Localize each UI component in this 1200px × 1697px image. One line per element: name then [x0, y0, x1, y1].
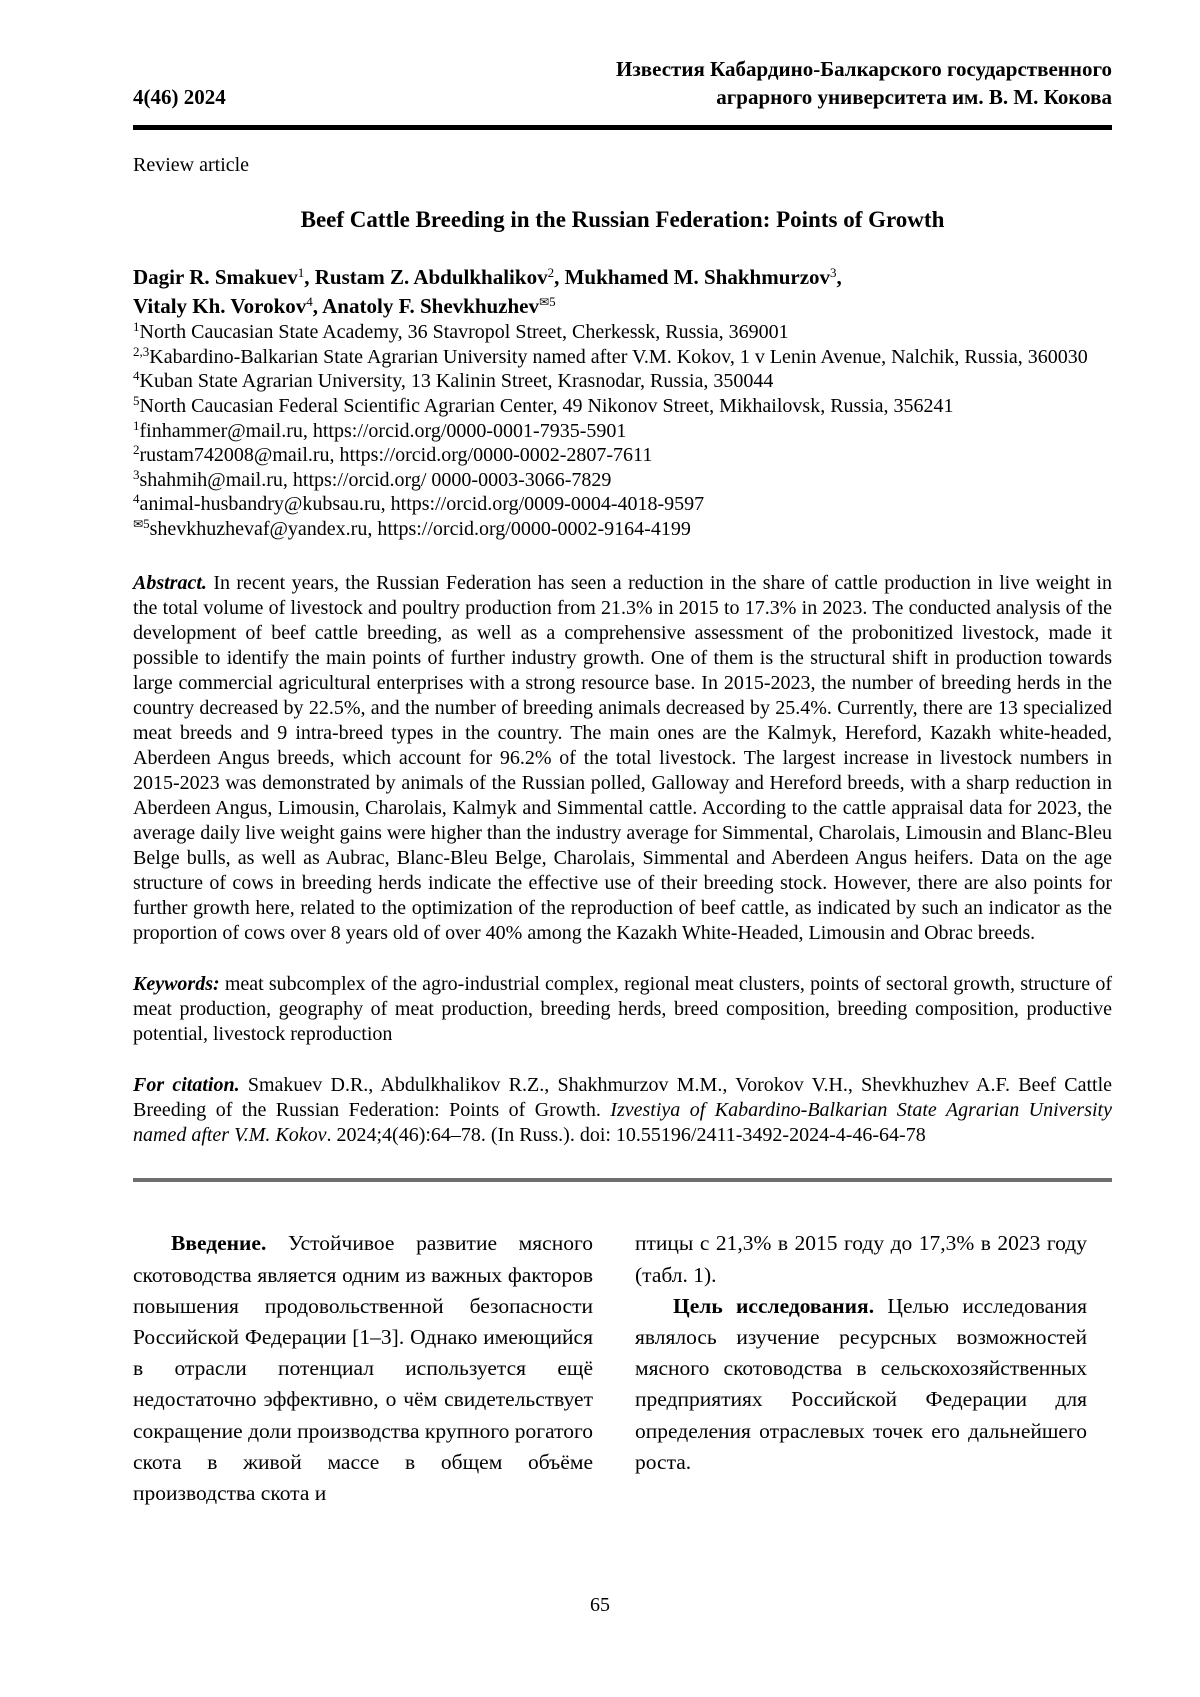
author-superscript: 5 — [549, 293, 556, 309]
contact-item — [133, 419, 1112, 444]
intro-left-column — [133, 1228, 593, 1509]
affiliation-item — [133, 369, 1112, 394]
page-title: Beef Cattle Breeding in the Russian Federation: Points of Growth — [300, 207, 945, 233]
contact-superscript-number: 3 — [133, 466, 140, 482]
section-divider-rule — [133, 1178, 1112, 1182]
authors-line-1 — [133, 263, 1112, 291]
journal-header — [133, 56, 1112, 111]
contact-list — [133, 419, 1112, 542]
envelope-icon: ✉ — [539, 294, 550, 309]
journal-name — [616, 56, 1112, 111]
author-superscript: 2 — [547, 265, 555, 281]
contact-item — [133, 468, 1112, 493]
issue-label: 4(46) 2024 — [133, 84, 226, 109]
contact-superscript — [133, 491, 140, 506]
contact-superscript — [133, 467, 140, 482]
journal-name-line1: Известия Кабардино-Балкарского государственного — [616, 57, 1112, 81]
contact-item — [133, 443, 1112, 468]
contact-item — [133, 492, 1112, 517]
contact-text: finhammer@mail.ru, https://orcid.org/0000-0001-7935-5901 — [139, 419, 627, 442]
keywords-label: Keywords: — [133, 973, 220, 996]
contact-superscript-number: 5 — [143, 515, 150, 531]
affiliation-item — [133, 394, 1112, 419]
author-name: Rustam Z. Abdulkhalikov — [314, 265, 548, 290]
author-separator: , — [836, 265, 842, 290]
introduction-text: Устойчивое развитие мясного скотоводства является одним из важных факторов повышения продовольственной безопасности Российской Федерации [1–3]. Однако имеющийся в отрасли потенциал используется ещё недостаточно эффективно, о чём свидетельствует сокращение доли производства крупного рогатого скота в живой массе в общем объёме производства скота и — [133, 1231, 593, 1505]
introduction-heading: Введение. — [171, 1231, 267, 1256]
two-column-section — [133, 1228, 1112, 1509]
envelope-icon: ✉ — [133, 516, 144, 531]
affiliation-superscript: 4 — [133, 368, 140, 384]
abstract-paragraph — [133, 571, 1112, 946]
page-number: 65 — [590, 1594, 610, 1616]
introduction-paragraph — [133, 1228, 593, 1509]
contact-superscript — [133, 442, 140, 457]
author-name: Mukhamed M. Shakhmurzov — [564, 265, 831, 290]
keywords-text: meat subcomplex of the agro-industrial complex, regional meat clusters, points of sectoral growth, structure of meat production, geography of meat production, breeding herds, breed composition, breeding composition, productive potential, livestock reproduction — [133, 973, 1112, 1046]
contact-item — [133, 517, 1112, 542]
affiliation-superscript: 2,3 — [133, 343, 150, 359]
affiliation-item — [133, 320, 1112, 345]
contact-text: rustam742008@mail.ru, https://orcid.org/0000-0002-2807-7611 — [139, 444, 653, 467]
contact-superscript-number: 2 — [133, 442, 140, 458]
header-divider-rule — [133, 125, 1112, 130]
affiliation-item — [133, 345, 1112, 370]
contact-superscript-number: 4 — [133, 491, 140, 507]
citation-text: Smakuev D.R., Abdulkhalikov R.Z., Shakhmurzov M.M., Vorokov V.H., Shevkhuzhev A.F. Beef Cattle Breeding of the Russian Federation: Points of Growth. — [133, 1074, 1112, 1122]
abstract-text: In recent years, the Russian Federation has seen a reduction in the share of cattle production in live weight in the total volume of livestock and poultry production from 21.3% in 2015 to 17.3% in 2023. The conducted analysis of the development of beef cattle breeding, as well as a comprehensive assessment of the probonitized livestock, made it possible to identify the main points of further industry growth. One of them is the structural shift in production towards large commercial agricultural enterprises with a strong resource base. In 2015-2023, the number of breeding herds in the country decreased by 22.5%, and the number of breeding animals decreased by 25.4%. Currently, there are 13 specialized meat breeds and 9 intra-breed types in the country. The main ones are the Kalmyk, Hereford, Kazakh white-headed, Aberdeen Angus breeds, which account for 96.2% of the total livestock. The largest increase in livestock numbers in 2015-2023 was demonstrated by animals of the Russian polled, Galloway and Hereford breeds, with a sharp reduction in Aberdeen Angus, Limousin, Charolais, Kalmyk and Simmental cattle. According to the cattle appraisal data for 2023, the average daily live weight gains were higher than the industry average for Simmental, Charolais, Limousin and Blanc-Bleu Belge bulls, as well as Aubrac, Blanc-Bleu Belge, Charolais, Simmental and Aberdeen Angus heifers. Data on the age structure of cows in breeding herds indicate the effective use of their breeding stock. However, there are also points for further growth here, related to the optimization of the reproduction of beef cattle, as indicated by such an indicator as the proportion of cows over 8 years old of over 40% among the Kazakh White-Headed, Limousin and Obrac breeds. — [133, 572, 1113, 945]
author-superscript: 4 — [306, 293, 313, 309]
affiliation-list — [133, 320, 1112, 418]
research-goal-paragraph — [635, 1291, 1087, 1478]
citation-label: For citation. — [133, 1074, 240, 1097]
contact-superscript — [133, 418, 140, 433]
author-name: Anatoly F. Shevkhuzhev — [322, 293, 540, 318]
abstract-label: Abstract. — [133, 572, 207, 595]
research-goal-heading: Цель исследования. — [673, 1293, 875, 1318]
contact-text: shahmih@mail.ru, https://orcid.org/ 0000-0003-3066-7829 — [139, 468, 612, 491]
author-name: Vitaly Kh. Vorokov — [133, 293, 307, 318]
citation-paragraph — [133, 1073, 1112, 1148]
affiliation-text: North Caucasian State Academy, 36 Stavropol Street, Cherkessk, Russia, 369001 — [139, 321, 789, 344]
article-type-label: Review article — [133, 154, 250, 177]
intro-right-column — [635, 1228, 1087, 1509]
authors-line-2 — [133, 292, 1112, 320]
author-separator: , — [554, 265, 565, 290]
corresponding-author-superscript — [539, 294, 556, 309]
author-separator: , — [312, 293, 323, 318]
introduction-continuation-paragraph — [635, 1228, 1087, 1290]
contact-superscript — [133, 516, 150, 531]
affiliation-text: Kuban State Agrarian University, 13 Kalinin Street, Krasnodar, Russia, 350044 — [139, 370, 774, 393]
journal-name-line2: аграрного университета им. В. М. Кокова — [716, 84, 1112, 109]
contact-text: shevkhuzhevaf@yandex.ru, https://orcid.org/0000-0002-9164-4199 — [149, 517, 691, 540]
affiliation-text: Kabardino-Balkarian State Agrarian University named after V.M. Kokov, 1 v Lenin Avenue, Nalchik, Russia, 360030 — [149, 345, 1088, 368]
affiliation-superscript: 1 — [133, 319, 140, 335]
research-goal-text: Целью исследования являлось изучение ресурсных возможностей мясного скотоводства в сельскохозяйственных предприятиях Российской Федерации для определения отраслевых точек его дальнейшего роста. — [635, 1293, 1088, 1474]
contact-superscript-number: 1 — [133, 417, 140, 433]
citation-journal-italic: Izvestiya of Kabardino-Balkarian State Agrarian University named after V.M. Kokov — [133, 1099, 1112, 1147]
contact-text: animal-husbandry@kubsau.ru, https://orcid.org/0009-0004-4018-9597 — [139, 493, 705, 516]
citation-text-tail: . 2024;4(46):64–78. (In Russ.). doi: 10.55196/2411-3492-2024-4-46-64-78 — [326, 1124, 926, 1147]
author-superscript: 3 — [830, 265, 837, 281]
authors-block — [133, 263, 1112, 320]
author-superscript: 1 — [297, 265, 305, 281]
author-separator: , — [304, 265, 315, 290]
author-name: Dagir R. Smakuev — [133, 265, 298, 290]
introduction-continuation-text: птицы с 21,3% в 2015 году до 17,3% в 2023 году (табл. 1). — [635, 1231, 1087, 1287]
affiliation-text: North Caucasian Federal Scientific Agrarian Center, 49 Nikonov Street, Mikhailovsk, Russia, 356241 — [139, 394, 954, 417]
keywords-paragraph — [133, 972, 1112, 1047]
affiliation-superscript: 5 — [133, 392, 140, 408]
